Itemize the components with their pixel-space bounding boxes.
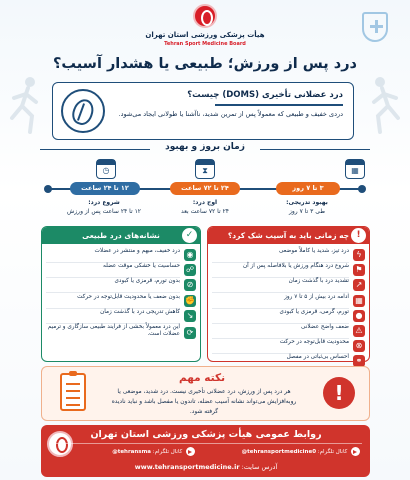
list-item-text: احساس بی‌ثباتی در مفصل	[286, 354, 349, 361]
website-link[interactable]	[91, 461, 321, 473]
natural-signs-panel	[41, 226, 201, 362]
list-item	[46, 324, 196, 343]
list-item-text: کاهش تدریجی درد با گذشت زمان	[100, 308, 180, 315]
telegram-icon	[351, 447, 360, 456]
divider	[260, 149, 370, 150]
list-item	[212, 248, 365, 262]
natural-signs-title: نشانه‌های درد طبیعی	[82, 231, 160, 240]
list-item-text: این درد معمولاً بخشی از فرایند طبیعی سازگاری و ترمیم عضلات است.	[47, 323, 180, 337]
doms-description: دردی خفیف و طبیعی که معمولاً پس از تمرین شدید، ناآشنا یا طولانی ایجاد می‌شود.	[118, 110, 343, 118]
list-item-text: تشدید درد با گذشت زمان	[288, 278, 349, 285]
list-item	[46, 278, 196, 292]
warning-signs-title: چه زمانی باید به آسیب شک کرد؟	[227, 231, 350, 240]
list-item-text: محدودیت قابل‌توجه در حرکت	[279, 339, 349, 346]
runner-silhouette-icon	[6, 76, 46, 136]
runner-icon: ⚑	[353, 264, 365, 276]
swelling-icon: ●	[353, 310, 365, 322]
timeline-dot	[44, 185, 52, 193]
stage-caption-recovery	[262, 198, 352, 216]
list-item-text: ضعف واضح عضلانی	[301, 323, 349, 330]
website-url[interactable]: www.tehransportmedicine.ir	[134, 463, 240, 471]
trend-down-icon: ↘	[184, 310, 196, 322]
list-item-text: درد تیز، شدید یا کاملاً موضعی	[279, 248, 349, 254]
list-item-text: درد خفیف، مبهم و منتشر در عضلات	[94, 248, 180, 254]
doms-title: درد عضلانی تأخیری (DOMS) چیست؟	[187, 90, 343, 100]
stage-caption-text: طی ۳ تا ۷ روز	[288, 208, 326, 215]
note-text: هر درد پس از ورزش، درد عضلانی تأخیری نیست. درد شدید، موضعی یا روبه‌افزایش می‌تواند نشانه آسیب عضله، تاندون یا مفصل باشد و نباید نادیده گرفته شود.	[111, 389, 297, 415]
footer-banner	[41, 425, 370, 477]
list-item-text: شروع درد هنگام ورزش یا بلافاصله پس از آن	[242, 263, 349, 270]
organization-logo	[47, 431, 73, 457]
weakness-icon: ⚠	[353, 325, 365, 337]
telegram-channel-2[interactable]	[112, 446, 195, 458]
organization-name-english: Tehran Sport Medicine Board	[164, 41, 246, 47]
stage-caption-text: ۱۲ تا ۲۴ ساعت پس از ورزش	[66, 208, 142, 215]
stage-caption-text: ۲۴ تا ۷۲ ساعت بعد	[180, 208, 230, 215]
page-title: درد پس از ورزش؛ طبیعی یا هشدار آسیب؟	[53, 56, 357, 72]
list-item	[212, 263, 365, 277]
list-item-text: حساسیت یا خشکی موقت عضله	[103, 263, 180, 270]
joint-icon: ⚭	[353, 355, 365, 367]
doms-definition-box	[52, 82, 354, 140]
footer-title: روابط عمومی هیأت پزشکی ورزشی استان تهران	[90, 429, 322, 440]
list-item	[46, 294, 196, 308]
restricted-motion-icon: ⊗	[353, 340, 365, 352]
muscle-icon	[61, 89, 105, 133]
telegram-icon	[186, 447, 195, 456]
list-item	[212, 294, 365, 308]
natural-signs-header	[42, 227, 200, 244]
timeline-dot	[358, 185, 366, 193]
list-item	[212, 278, 365, 292]
muscle-stiffness-icon: ☍	[185, 265, 195, 275]
telegram-channel-1[interactable]	[242, 446, 360, 458]
runner-silhouette-icon	[364, 76, 404, 136]
list-item	[212, 324, 365, 338]
lightning-icon: ϟ	[353, 249, 365, 261]
stage-caption-peak	[160, 198, 250, 216]
list-item-text: بدون تورم، قرمزی یا کبودی	[114, 278, 180, 285]
warning-signs-header	[208, 227, 369, 244]
exclamation-icon: !	[323, 377, 355, 409]
note-title: نکته مهم	[178, 372, 226, 384]
warning-signs-panel	[207, 226, 370, 366]
divider	[49, 443, 362, 444]
website-label: آدرس سایت:	[241, 463, 278, 471]
channel-handle[interactable]: @tehransma	[112, 449, 152, 455]
list-item	[46, 263, 196, 277]
hourglass-icon: ⧗	[195, 159, 215, 179]
organization-name: هیأت پزشکی ورزشی استان تهران	[145, 31, 265, 39]
stage-pill-onset: ۱۲ تا ۲۴ ساعت	[70, 182, 140, 195]
clock-icon: ◷	[96, 159, 116, 179]
organization-logo	[193, 4, 217, 28]
important-note-box	[41, 366, 370, 421]
stage-caption-title: شروع درد:	[88, 199, 120, 206]
timeline-header	[40, 141, 370, 157]
pain-spot-icon: ◉	[184, 249, 196, 261]
stage-caption-onset	[52, 198, 156, 216]
list-item	[212, 339, 365, 353]
list-item	[46, 309, 196, 323]
calendar-warning-icon: ▦	[353, 295, 365, 307]
stage-caption-title: بهبود تدریجی:	[286, 199, 328, 206]
repair-icon: ⟳	[184, 327, 196, 339]
list-item-text: تورم، گرمی، قرمزی یا کبودی	[279, 308, 349, 315]
stage-caption-title: اوج درد:	[192, 199, 218, 206]
trend-up-icon: ↗	[353, 279, 365, 291]
divider	[40, 149, 150, 150]
check-icon: ✓	[182, 228, 197, 243]
channel-label: کانال تلگرام:	[152, 449, 183, 455]
list-item	[46, 248, 196, 262]
list-item	[212, 309, 365, 323]
clipboard-icon	[60, 373, 86, 411]
timeline-title: زمان بروز و بهبود	[165, 142, 245, 152]
warning-triangle-icon: !	[351, 228, 366, 243]
channel-label: کانال تلگرام:	[317, 449, 348, 455]
channel-handle[interactable]: @tehransportmedicine0	[241, 449, 317, 455]
no-swelling-icon: ⊘	[184, 279, 196, 291]
list-item-text: ادامه درد بیش از ۵ تا ۷ روز	[284, 293, 349, 300]
calendar-icon: ▦	[345, 159, 365, 179]
stage-pill-recovery: ۳ تا ۷ روز	[276, 182, 340, 195]
strength-icon: ✊	[185, 295, 195, 305]
stage-pill-peak: ۲۴ تا ۷۲ ساعت	[170, 182, 240, 195]
list-item-text: بدون ضعف یا محدودیت قابل‌توجه در حرکت	[77, 293, 180, 300]
doms-title-underline	[215, 104, 343, 106]
